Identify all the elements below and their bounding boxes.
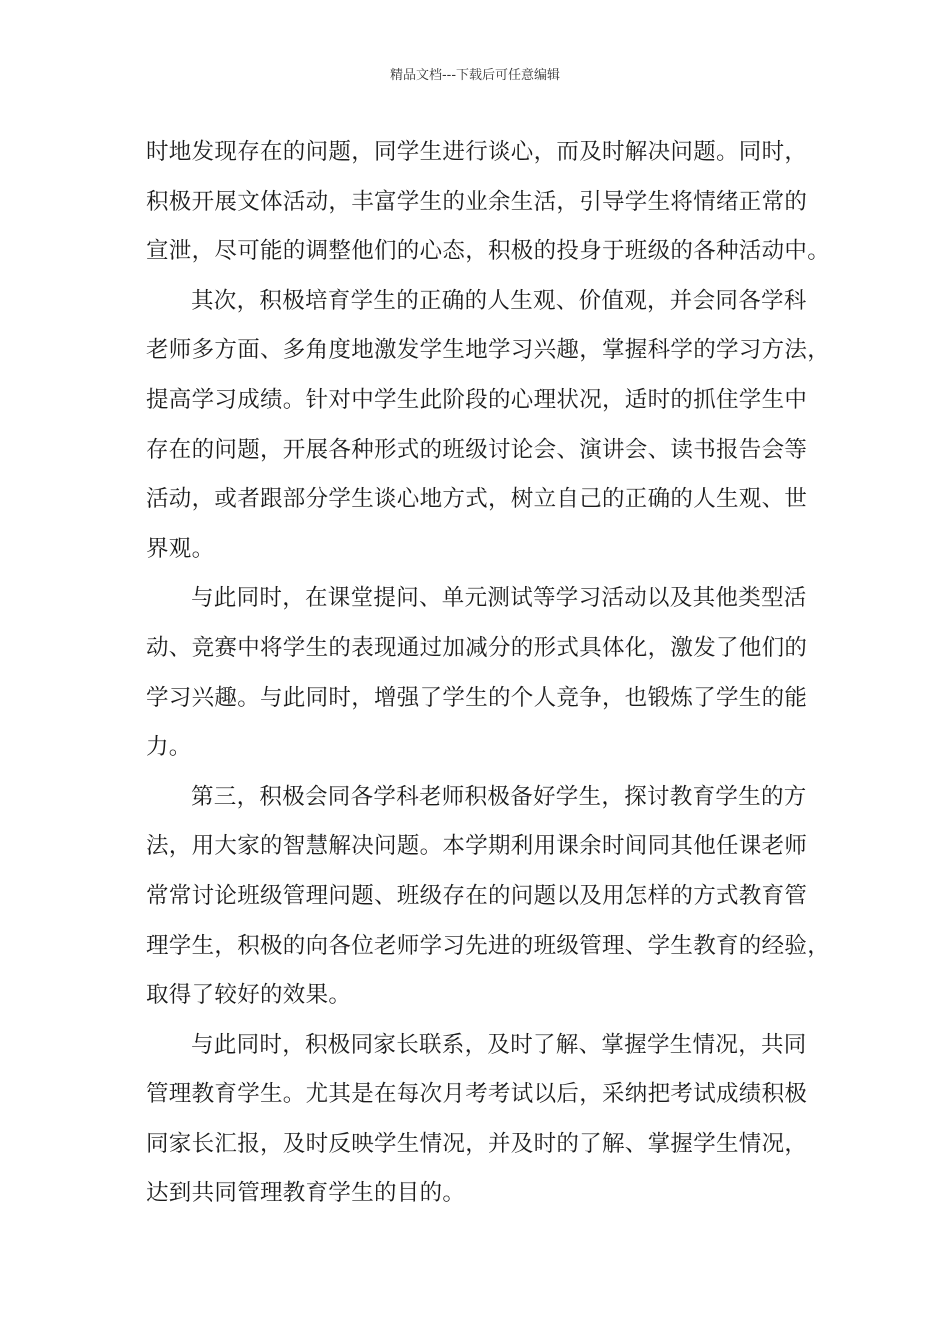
text-line: 其次，积极培育学生的正确的人生观、价值观，并会同各学科 <box>191 287 807 314</box>
text-line: 界观。 <box>146 535 215 562</box>
paragraph-3 <box>146 574 836 772</box>
page-header: 精品文档---下载后可任意编辑 <box>389 68 561 83</box>
text-line: 第三，积极会同各学科老师积极备好学生，探讨教育学生的方 <box>191 783 807 810</box>
text-line: 活动，或者跟部分学生谈心地方式，树立自己的正确的人生观、世 <box>146 486 808 513</box>
text-line: 与此同时，在课堂提问、单元测试等学习活动以及其他类型活 <box>191 585 807 612</box>
text-line: 宣泄，尽可能的调整他们的心态，积极的投身于班级的各种活动中。 <box>146 238 831 265</box>
document-body <box>146 128 836 1219</box>
text-line: 常常讨论班级管理问题、班级存在的问题以及用怎样的方式教育管 <box>146 882 808 909</box>
text-line: 力。 <box>146 734 192 761</box>
text-line: 存在的问题，开展各种形式的班级讨论会、演讲会、读书报告会等 <box>146 436 808 463</box>
paragraph-5 <box>146 1021 836 1219</box>
text-line: 同家长汇报，及时反映学生情况，并及时的了解、掌握学生情况， <box>146 1130 808 1157</box>
text-line: 理学生，积极的向各位老师学习先进的班级管理、学生教育的经验， <box>146 932 831 959</box>
text-line: 积极开展文体活动，丰富学生的业余生活，引导学生将情绪正常的 <box>146 188 808 215</box>
text-line: 学习兴趣。与此同时，增强了学生的个人竞争，也锻炼了学生的能 <box>146 684 808 711</box>
text-line: 取得了较好的效果。 <box>146 982 352 1009</box>
text-line: 管理教育学生。尤其是在每次月考考试以后，采纳把考试成绩积极 <box>146 1081 808 1108</box>
paragraph-1 <box>146 128 836 277</box>
paragraph-2 <box>146 277 836 575</box>
text-line: 与此同时，积极同家长联系，及时了解、掌握学生情况，共同 <box>191 1031 807 1058</box>
text-line: 时地发现存在的问题，同学生进行谈心，而及时解决问题。同时， <box>146 139 808 165</box>
text-line: 老师多方面、多角度地激发学生地学习兴趣，掌握科学的学习方法， <box>146 337 831 364</box>
paragraph-4 <box>146 773 836 1021</box>
text-line: 提高学习成绩。针对中学生此阶段的心理状况，适时的抓住学生中 <box>146 386 808 413</box>
text-line: 达到共同管理教育学生的目的。 <box>146 1180 466 1207</box>
text-line: 动、竞赛中将学生的表现通过加减分的形式具体化，激发了他们的 <box>146 634 808 661</box>
text-line: 法，用大家的智慧解决问题。本学期利用课余时间同其他任课老师 <box>146 833 808 860</box>
